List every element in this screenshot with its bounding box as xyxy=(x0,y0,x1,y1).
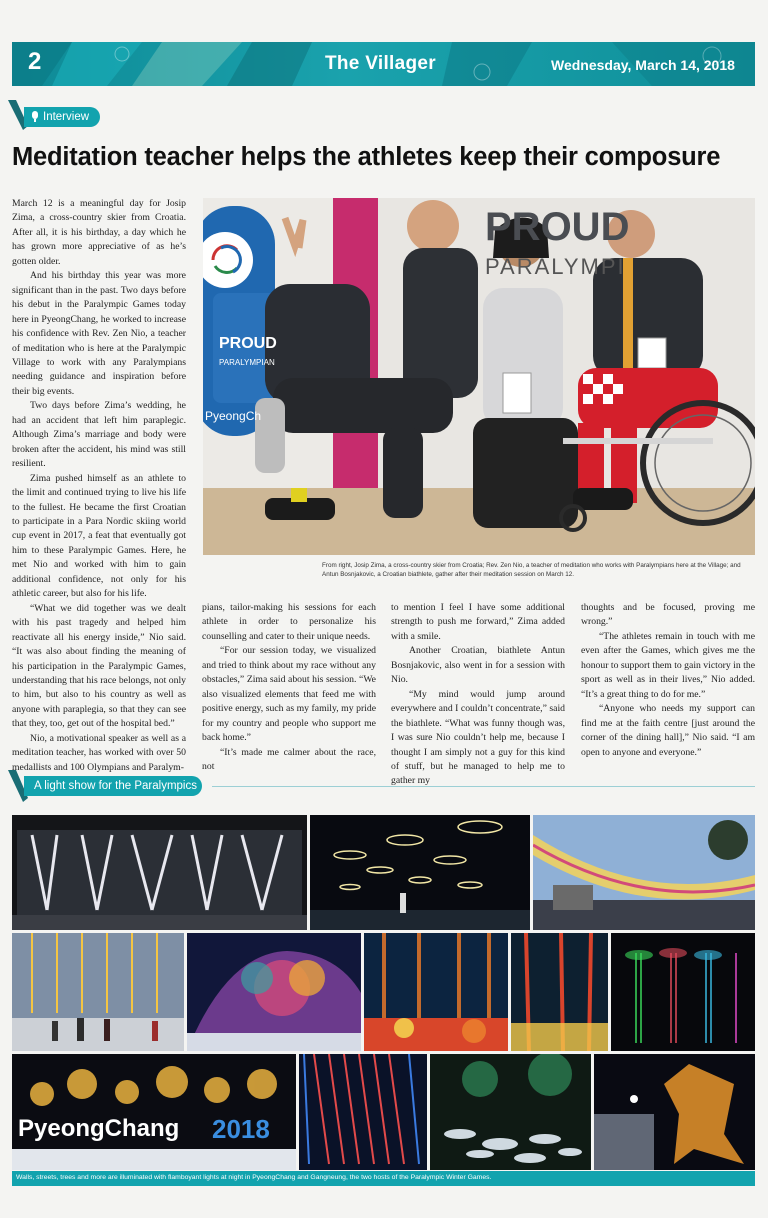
paragraph: “What we did together was we dealt with his past tragedy and helped him reactivate all his energy inside,” Nio said. “It was also about finding the meaning of his participation in the Paralympic Games, understanding that his race belongs, not only to him, but also to his country as well as anyone with paraplegia, so that they can see that they, too, get out of the hospital bed.” xyxy=(12,602,186,730)
year-sign-text: 2018 xyxy=(212,1114,270,1144)
paragraph: “For our session today, we visualized and tried to think about my race without any obstacles,” Zima said about his session. “We also visualized elements that feed me with positive energy, such as my family, my pride for my country and people who support me back home.” xyxy=(202,645,376,744)
main-photo xyxy=(203,198,755,555)
gallery-photo-lily-pads xyxy=(430,1054,591,1170)
gallery-photo-light-curtain xyxy=(299,1054,427,1170)
gallery-photo-street-canopy xyxy=(533,815,755,930)
wall-paralympian-text: PARALYMPI xyxy=(485,254,626,279)
paragraph: thoughts and be focused, proving me wrong.” xyxy=(581,602,755,628)
article-headline: Meditation teacher helps the athletes keep their composure xyxy=(12,143,721,171)
gallery-photo-pyeongchang-sign xyxy=(12,1054,296,1170)
paragraph: “My mind would jump around everywhere and I couldn’t concentrate,” said the biathlete. “What was funny though was, I was sure Nio couldn’t help me, because I thought I am simply not a guy for this kind of stuff, but he managed to help me to gather my xyxy=(391,688,565,787)
paragraph: “Anyone who needs my support can find me at the faith centre [just around the corner of the dining hall],” Nio said. “I am open to anyone and everyone.” xyxy=(581,703,755,758)
paragraph: “The athletes remain in touch with me even after the Games, which gives me the honour to support them to gain victory in the sport as well as in their lives,” Nio added. “It’s a great thing to do for me.” xyxy=(581,630,755,700)
page-number: 2 xyxy=(28,48,42,75)
gallery-photo-lit-wall xyxy=(12,815,307,930)
gallery-photo-forest-lights xyxy=(364,933,508,1051)
interview-tag-label: Interview xyxy=(43,111,90,123)
sign-proud-text: PROUD xyxy=(219,335,277,352)
section-divider-line xyxy=(212,786,755,787)
paragraph: Zima pushed himself as an athlete to the limit and continued trying to live his life to the fullest. He became the first Croatian to participate in a Para Nordic skiing world cup event in 2017, a feat that eventually got him to these Paralympic Games. Here, he met Nio and worked with him to gain additional confidence, not only for his athletic career, but also for his life. xyxy=(12,472,186,600)
paragraph: pians, tailor-making his sessions for each athlete in order to personalize his counselling and cater to their unique needs. xyxy=(202,602,376,642)
paragraph: And his birthday this year was more significant than in the past. Two days before his debut in the Paralympic Games today here in PyeongChang, he worked to increase his confidence with Rev. Zen Nio, a teacher of meditation who is here at the Paralympic Village to work with any Paralympians needing guidance and inspiration before their big events. xyxy=(12,270,186,397)
article-column-4 xyxy=(581,601,755,760)
article-column-2 xyxy=(202,601,376,774)
gallery-photo-light-sculpture xyxy=(594,1054,755,1170)
athletes-photo-illustration xyxy=(203,198,755,555)
paragraph: March 12 is a meaningful day for Josip Zima, a cross-country skier from Croatia. After all, it is his birthday, a day which he has grown more appreciative of as he’s gotten older. xyxy=(12,198,186,267)
microphone-stand xyxy=(34,119,36,122)
photo-caption: From right, Josip Zima, a cross-country skier from Croatia; Rev. Zen Nio, a teacher of meditation who works with Paralympians here at the Village; and Antun Bosnjakovic, a Croatian biathlete, gather after their meditation session on March 12. xyxy=(322,562,741,578)
gallery-photo-trees-red xyxy=(511,933,608,1051)
article-column-3 xyxy=(391,601,565,789)
sign-paralympian-text: PARALYMPIAN xyxy=(219,358,275,367)
sign-pyeongchang-text: PyeongCh xyxy=(205,409,262,423)
paragraph: Another Croatian, biathlete Antun Bosnjakovic, also went in for a session with Nio. xyxy=(391,645,565,686)
issue-date: Wednesday, March 14, 2018 xyxy=(551,57,735,73)
paragraph: “It’s made me calmer about the race, not xyxy=(202,746,376,772)
gallery-photo-projection-hill xyxy=(187,933,361,1051)
wall-proud-text: PROUD xyxy=(485,205,630,249)
gallery-photo-golden-trees xyxy=(12,933,184,1051)
gallery-photo-ring-lights xyxy=(310,815,530,930)
lights-section-tag xyxy=(24,776,202,796)
paragraph: Two days before Zima’s wedding, he had an accident that left him paraplegic. Although Zima’s marriage and body were broken after the accident, his mind was still resilient. xyxy=(12,400,186,470)
article-column-1 xyxy=(12,197,186,775)
interview-section-tag xyxy=(24,107,100,127)
pyeongchang-sign-text: PyeongChang xyxy=(18,1115,180,1142)
lights-tag-label: A light show for the Paralympics xyxy=(34,780,197,792)
paragraph: to mention I feel I have some additional strength to push me forward,” Zima added with a smile. xyxy=(391,602,565,642)
gallery-photo-light-fountains xyxy=(611,933,755,1051)
microphone-icon xyxy=(32,111,38,119)
gallery-caption: Walls, streets, trees and more are illuminated with flamboyant lights at night in PyeongChang and Gangneung, the two hosts of the Paralympic Winter Games. xyxy=(16,1174,492,1181)
publication-name: The Villager xyxy=(325,53,436,74)
paragraph: Nio, a motivational speaker as well as a meditation teacher, has worked with over 50 medallists and 100 Olympians and Paralym- xyxy=(12,732,186,773)
